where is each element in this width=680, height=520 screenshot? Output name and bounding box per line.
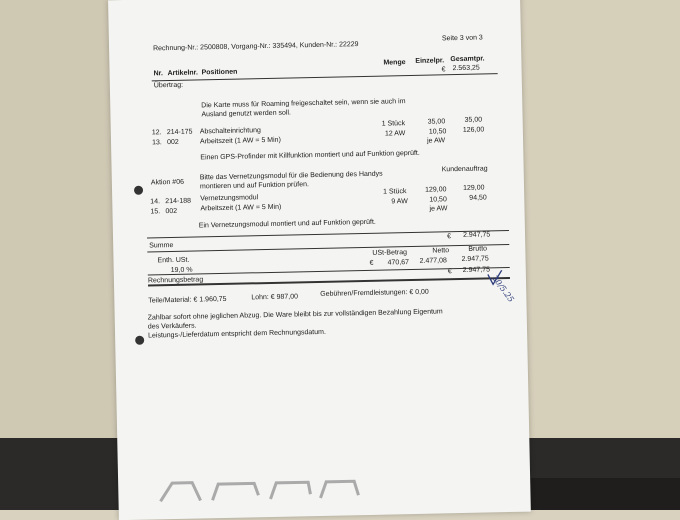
item-total: 35,00 (465, 117, 483, 124)
gross-value: 2.947,75 (461, 255, 488, 263)
note-roaming-1: Die Karte muss für Roaming freigeschaltet sein, wenn sie auch im (201, 98, 405, 109)
item-article: 002 (165, 208, 177, 215)
payment-terms-2: des Verkäufers. (148, 323, 197, 331)
item-description: Vernetzungsmodul (200, 194, 258, 202)
sum-rule (147, 230, 509, 239)
item-nr: 14. (150, 198, 160, 205)
item-description: Abschalteinrichtung (200, 127, 261, 135)
item-unit-price: 10,50 (429, 128, 447, 135)
note-roaming-2: Ausland genutzt werden soll. (201, 110, 291, 119)
background-floor-shadow (520, 478, 680, 510)
handwritten-date: 20/5.25 (490, 274, 515, 303)
footer-logo (158, 473, 379, 508)
invoice-total-value: 2.947,75 (463, 266, 490, 274)
col-quantity: Menge (383, 59, 405, 66)
material-cost: Teile/Material: € 1.960,75 (148, 296, 226, 305)
item-unit-suffix: je AW (429, 205, 447, 212)
page-number: Seite 3 von 3 (442, 34, 483, 42)
action-label: Aktion #06 (151, 179, 184, 187)
note-gps: Einen GPS-Profinder mit Killfunktion montiert und auf Funktion geprüft. (200, 150, 420, 162)
item-unit-price: 35,00 (428, 118, 446, 125)
col-unit-price: Einzelpr. (415, 57, 444, 65)
item-total: 94,50 (469, 194, 487, 201)
tax-currency: € (370, 260, 374, 267)
item-quantity: 9 AW (391, 198, 408, 205)
invoice-rule (148, 267, 510, 276)
tax-label: Enth. USt. (157, 257, 189, 265)
sum-value: 2.947,75 (463, 231, 490, 239)
item-article: 002 (167, 139, 179, 146)
invoice-total-label: Rechnungsbetrag (148, 276, 203, 284)
gross-label: Brutto (468, 245, 487, 252)
invoice-total-currency: € (448, 268, 452, 275)
invoice-document (108, 0, 531, 520)
punch-hole (135, 336, 144, 345)
col-nr: Nr. (154, 70, 163, 77)
item-unit-price: 10,50 (429, 196, 447, 203)
sum-currency: € (447, 233, 451, 240)
delivery-date-note: Leistungs-/Lieferdatum entspricht dem Rechnungsdatum. (148, 329, 326, 340)
item-unit-price: 129,00 (425, 186, 447, 193)
item-article: 214-175 (167, 129, 193, 137)
item-article: 214-188 (165, 198, 191, 206)
sum-label: Summe (149, 242, 173, 250)
invoice-reference: Rechnung-Nr.: 2500808, Vorgang-Nr.: 335494, Kunden-Nr.: 22229 (153, 41, 359, 52)
order-tag: Kundenauftrag (442, 165, 488, 173)
labor-cost: Lohn: € 987,00 (251, 293, 298, 301)
note-module-done: Ein Vernetzungsmodul montiert und auf Funktion geprüft. (199, 219, 376, 230)
item-description: Arbeitszeit (1 AW = 5 Min) (200, 204, 281, 213)
net-value: 2.477,08 (420, 257, 447, 265)
item-total: 126,00 (463, 126, 485, 133)
item-description: Arbeitszeit (1 AW = 5 Min) (200, 137, 281, 146)
payment-terms-1: Zahlbar sofort ohne jeglichen Abzug. Die Ware bleibt bis zur vollständigen Bezahlung Eigentum (148, 308, 443, 321)
fees-cost: Gebühren/Fremdleistungen: € 0,00 (320, 289, 429, 298)
tax-amount: 470,67 (388, 259, 410, 266)
item-nr: 15. (150, 208, 160, 215)
item-quantity: 12 AW (385, 130, 406, 137)
carry-label: Übertrag: (154, 82, 183, 90)
punch-hole (134, 186, 143, 195)
invoice-page (108, 0, 531, 520)
tax-rate: 19,0 % (171, 267, 193, 274)
carry-value: 2.563,25 (452, 65, 479, 73)
note-module-1: Bitte das Vernetzungsmodul für die Bedienung des Handys (200, 171, 383, 182)
background-wall-right (510, 0, 680, 480)
item-total: 129,00 (463, 184, 485, 191)
item-nr: 13. (152, 139, 162, 146)
carry-currency: € (442, 66, 446, 73)
tax-rule (147, 244, 509, 253)
col-positions: Positionen (202, 69, 238, 77)
item-quantity: 1 Stück (383, 188, 407, 195)
tax-amount-label: USt-Betrag (372, 249, 407, 257)
note-module-2: montieren und auf Funktion prüfen. (200, 181, 309, 190)
item-quantity: 1 Stück (382, 120, 406, 127)
net-label: Netto (432, 247, 449, 254)
col-article: Artikelnr. (168, 69, 198, 77)
item-nr: 12. (152, 129, 162, 136)
item-unit-suffix: je AW (427, 137, 445, 144)
col-total: Gesamtpr. (450, 55, 484, 63)
